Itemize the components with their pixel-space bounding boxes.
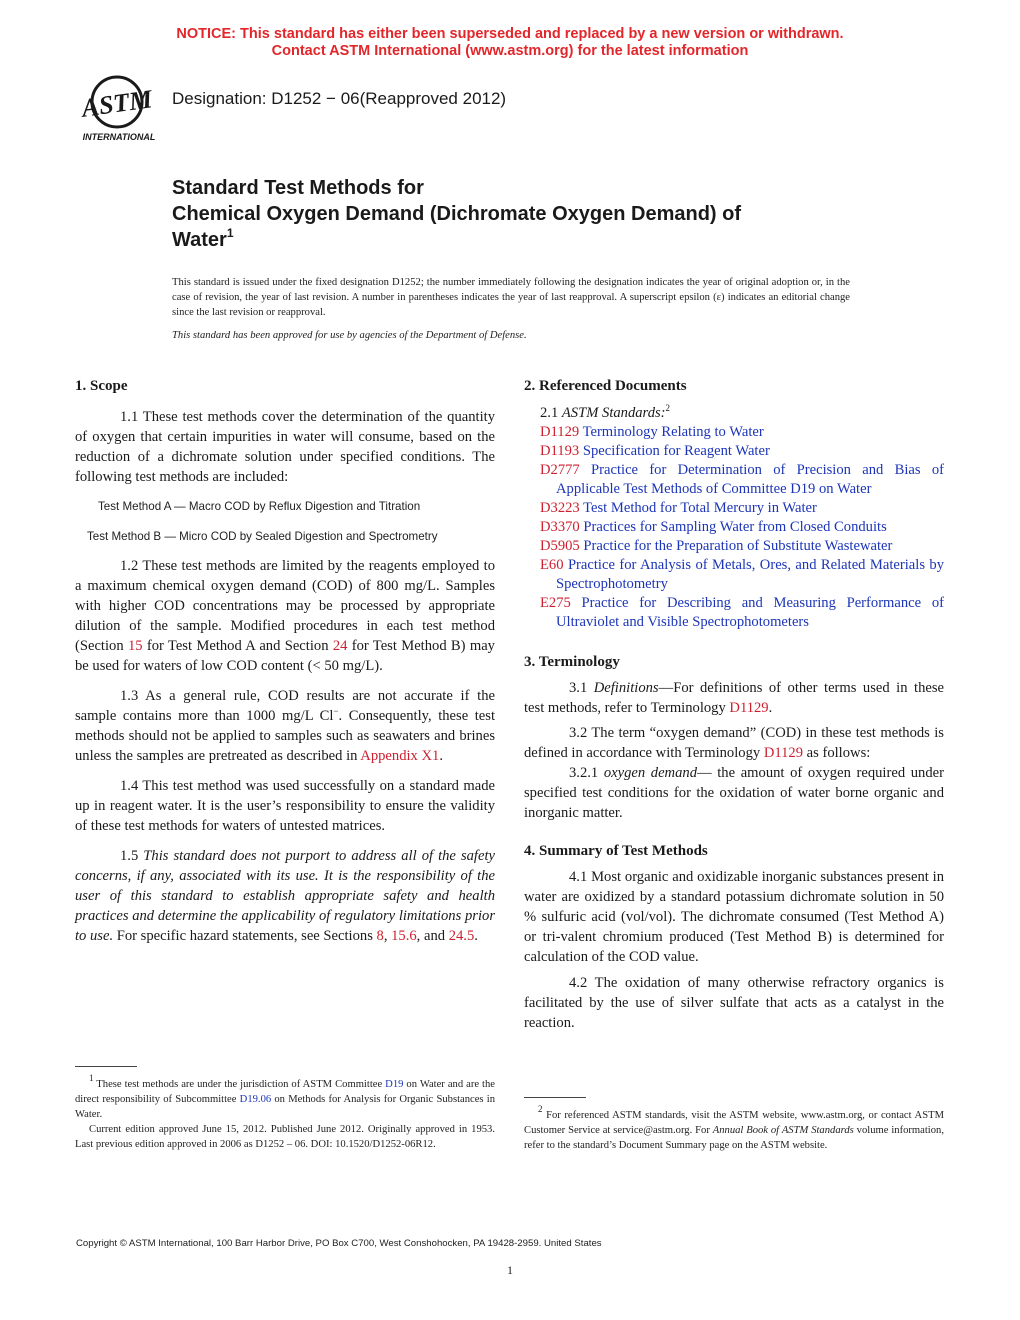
section-24-link[interactable]: 24 [332,638,348,654]
referenced-item[interactable] [524,442,944,461]
standard-title-link[interactable]: Practices for Sampling Water from Closed Conduits [583,519,887,535]
scope-p4: 1.4 This test method was used successfully on a standard made up in reagent water. It is the user’s responsibility to ensure the validity of these test methods for waters of untested matrices. [75,778,495,834]
standard-title-link[interactable]: Test Method for Total Mercury in Water [583,500,817,516]
referenced-list [524,423,944,632]
referenced-item[interactable] [524,518,944,537]
scope-heading: 1. Scope [75,378,128,394]
summary-p1: 4.1 Most organic and oxidizable inorganic substances present in water are oxidized by a standard potassium dichromate solution in 50 % sulfuric acid (vol/vol). The dichromate consumed (Test Method A) or tri-valent chromium produced (Test Method B) is determined for calculation of the COD value. [524,869,944,965]
committee-d19-link[interactable]: D19 [385,1079,404,1090]
section-24-5-link[interactable]: 24.5 [448,928,475,944]
standard-code-link[interactable]: D3370 [540,519,580,535]
footnote-2: $^2$ For referenced ASTM standards, visit the ASTM website, www.astm.org, or contact ASTM Customer Service at service@astm.org. For Annual Book of ASTM Standards volume information, refer to the standard’s Document Summary page on the ASTM website. [524,1097,944,1153]
standard-code-link[interactable]: D2777 [540,462,580,478]
svg-text:ASTM: ASTM [79,84,155,123]
section-15-link[interactable]: 15 [127,638,143,654]
logo-international-text: INTERNATIONAL [82,132,156,142]
title-line-1: Standard Test Methods for [172,177,424,199]
page-number: 1 [507,1263,513,1277]
section-8-link[interactable]: 8 [376,928,384,944]
left-column [75,376,495,946]
terminology-p2: 3.2 The term “oxygen demand” (COD) in these test methods is defined in accordance with Terminology D1129 as follows: [524,725,944,761]
designation: Designation: D1252 − 06(Reapproved 2012) [172,89,507,108]
standard-code-link[interactable]: D1193 [540,443,580,459]
standard-title-link[interactable]: Terminology Relating to Water [582,424,764,440]
standard-title-link[interactable]: Specification for Reagent Water [582,443,770,459]
issued-note: This standard is issued under the fixed designation D1252; the number immediately following the designation indicates the year of original adoption or, in the case of revision, the year of last revision. A number in parentheses indicates the year of last reapproval. A superscript epsilon (ε) indicates an editorial change since the last revision or reapproval. [172,277,850,318]
method-a: Test Method A — Macro COD by Reflux Digestion and Titration [98,500,421,513]
appendix-x1-link[interactable]: Appendix X1 [360,748,440,764]
notice-line-1: NOTICE: This standard has either been superseded and replaced by a new version or withdrawn. [176,26,844,42]
referenced-item[interactable] [524,556,944,594]
referenced-item[interactable] [524,537,944,556]
astm-logo [76,74,162,144]
standard-title-link[interactable]: Practice for Describing and Measuring Performance of Ultraviolet and Visible Spectrophotometers [556,595,944,630]
title-line-2: Chemical Oxygen Demand (Dichromate Oxygen Demand) of [172,203,742,225]
summary-heading: 4. Summary of Test Methods [524,843,708,859]
astm-standards-intro: 2.1 ASTM Standards:$^2$ [540,403,671,421]
notice-line-2: Contact ASTM International (www.astm.org) for the latest information [271,43,749,59]
terminology-p3: 3.2.1 oxygen demand— the amount of oxygen required under specified test conditions for the oxidation of water borne organic and inorganic matter. [524,765,944,821]
standard-title-link[interactable]: Practice for Analysis of Metals, Ores, and Related Materials by Spectrophotometry [556,557,944,592]
terminology-heading: 3. Terminology [524,654,620,670]
withdrawal-notice [0,26,1020,60]
footnote-1-edition: Current edition approved June 15, 2012. Published June 2012. Originally approved in 1953. Last previous edition approved in 2006 as D1252 – 06. DOI: 10.1520/D1252-06R12. [75,1124,495,1150]
standard-title-link[interactable]: Practice for Determination of Precision and Bias of Applicable Test Methods of Committee D19 on Water [556,462,944,497]
standard-code-link[interactable]: D1129 [540,424,580,440]
method-b: Test Method B — Micro COD by Sealed Digestion and Spectrometry [87,530,438,543]
summary-p2: 4.2 The oxidation of many otherwise refractory organics is facilitated by the use of silver sulfate that acts as a catalyst in the reaction. [524,975,944,1031]
d1129-link-2[interactable]: D1129 [763,745,804,761]
standard-code-link[interactable]: E60 [540,557,564,573]
standard-code-link[interactable]: D5905 [540,538,580,554]
copyright: Copyright © ASTM International, 100 Barr Harbor Drive, PO Box C700, West Conshohocken, PA 19428-2959. United States [76,1238,602,1249]
title-word-water: Water [172,229,227,251]
referenced-heading: 2. Referenced Documents [524,378,687,394]
referenced-item[interactable] [524,499,944,518]
right-column [524,376,944,1033]
astm-logo-icon [76,74,162,144]
scope-p3: 1.3 As a general rule, COD results are not accurate if the sample contains more than 1000 mg/L Cl−. Consequently, these test methods should not be applied to samples such as seawaters and brines unless the samples are pretreated as described in Appendix X1. [75,688,495,764]
title-footnote-mark[interactable]: 1 [226,226,234,240]
referenced-item[interactable] [524,461,944,499]
title-line-3 [172,227,741,253]
footnote-1: $^1$ These test methods are under the jurisdiction of ASTM Committee D19 on Water and are the direct responsibility of Subcommittee D19.06 on Methods for Analysis for Organic Substances in Water. Current edition approved June 15, 2012. Published June 2012. Originally approved in 1953. Last previous edition approved in 2006 as D1252 – 06. DOI: 10.1520/D1252-06R12. [75,1066,495,1152]
standard-code-link[interactable]: E275 [540,595,571,611]
scope-p1: 1.1 These test methods cover the determination of the quantity of oxygen that certain impurities in water will consume, based on the reduction of a dichromate solution under specified conditions. The following test methods are included: [75,409,495,485]
standard-code-link[interactable]: D3223 [540,500,580,516]
approved-note: This standard has been approved for use by agencies of the Department of Defense. [172,330,527,341]
footnote-rule-2 [524,1097,586,1098]
d1129-link-1[interactable]: D1129 [729,700,769,716]
section-15-6-link[interactable]: 15.6 [391,928,417,944]
scope-p2: 1.2 These test methods are limited by the reagents employed to a maximum chemical oxygen demand (COD) of 800 mg/L. Samples with higher COD concentrations may be processed by appropriate dilution of the sample. Modified procedures in each test method (Section 15 for Test Method A and Section 24 for Test Method B) may be used for waters of low COD content (< 50 mg/L). [75,558,495,674]
referenced-item[interactable] [524,594,944,632]
subcommittee-d19-06-link[interactable]: D19.06 [239,1094,272,1105]
referenced-item[interactable] [524,423,944,442]
scope-p5: 1.5 This standard does not purport to address all of the safety concerns, if any, associated with its use. It is the responsibility of the user of this standard to establish appropriate safety and health practices and determine the applicability of regulatory limitations prior to use. For specific hazard statements, see Sections 8, 15.6, and 24.5. [75,848,495,944]
terminology-p1: 3.1 Definitions—For definitions of other terms used in these test methods, refer to Terminology D1129. [524,680,944,716]
document-title [172,175,741,253]
standard-title-link[interactable]: Practice for the Preparation of Substitute Wastewater [583,538,893,554]
footnote-rule [75,1066,137,1067]
